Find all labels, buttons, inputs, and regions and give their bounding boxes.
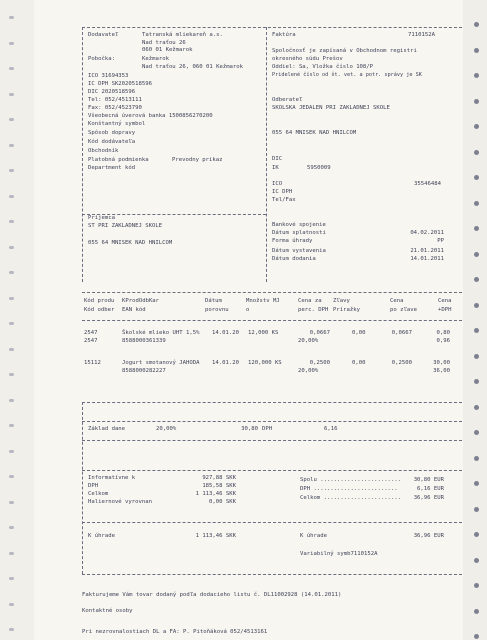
payment-term-label: Platobná podmienka (88, 157, 149, 163)
frame-mid (266, 27, 267, 282)
transport-mode: Spôsob dopravy (88, 130, 136, 136)
feed-hole-right (474, 277, 479, 282)
frame-left-top (82, 27, 83, 282)
feed-hole-right (474, 481, 479, 486)
table-header-cell: Príražky (333, 307, 360, 313)
item-code: 2547 (84, 330, 98, 336)
feed-hole-left (9, 373, 14, 376)
footer-contacts: Kontaktné osoby (82, 608, 133, 614)
feed-hole-right (474, 430, 479, 435)
invoice-label: Faktúra (272, 32, 296, 38)
vat-eur-label: DPH ......................... (300, 486, 398, 492)
rounding-value: 0,00 SKK (209, 499, 236, 505)
table-header-cell: Dátum (205, 298, 222, 304)
payment-form-value: PP (437, 238, 444, 244)
table-header-cell: o (246, 307, 250, 313)
supplier-addr1: Nad traťou 26 (142, 40, 186, 46)
feed-hole-right (474, 379, 479, 384)
tax-base-label: Základ dane (88, 426, 126, 432)
table-header-cell: Kód odber (84, 307, 115, 313)
feed-hole-right (474, 456, 479, 461)
base-top-rule (82, 421, 462, 422)
branch-addr: Nad traťou 26, 060 01 Kežmarok (142, 64, 244, 70)
sum-label: Spolu ........................ (300, 477, 402, 483)
table-header-cell: perc. DPH (298, 307, 329, 313)
table-header-rule (82, 320, 462, 321)
total-eur-value: 36,96 EUR (413, 495, 444, 501)
vat-label: DPH (262, 426, 273, 432)
feed-hole-left (9, 450, 14, 453)
feed-hole-right (474, 328, 479, 333)
tractor-feed-left (0, 0, 34, 640)
due-date-label: Dátum splatnosti (272, 230, 326, 236)
customer-telfax-label: Tel/Fax (272, 197, 296, 203)
feed-hole-right (474, 583, 479, 588)
item-vat: 20,00% (298, 338, 319, 344)
table-header-cell: porovnu (205, 307, 229, 313)
rounding-label: Haliernové vyrovnan (88, 499, 152, 505)
feed-hole-left (9, 118, 14, 121)
item-name: Jogurt smotanový JAHODA (122, 360, 200, 366)
feed-hole-left (9, 246, 14, 249)
amount-due-label: K úhrade (88, 533, 115, 539)
feed-hole-left (9, 16, 14, 19)
recipient-name: ST PRI ZAKLADNEJ SKOLE (88, 223, 163, 229)
table-header-cell: Cena za (298, 298, 322, 304)
item-price: 0,2500 (309, 360, 330, 366)
feed-hole-left (9, 526, 14, 529)
customer-ik-label: IK (272, 165, 279, 171)
item-total2: 0,96 (436, 338, 450, 344)
feed-hole-left (9, 42, 14, 45)
issue-date-value: 21.01.2011 (410, 248, 444, 254)
registry-line-1: Spoločnosť je zapísaná v Obchodnom registri (272, 48, 417, 54)
customer-name: SKOLSKA JEDALEN PRI ZAKLADNEJ SKOLE (272, 105, 390, 111)
supplier-ico: ICO 31694353 (88, 73, 129, 79)
supplier-icdph: IC DPH SK2020518596 (88, 81, 152, 87)
feed-hole-left (9, 322, 14, 325)
table-header-cell: Cena (390, 298, 404, 304)
recipient-address: 055 64 MNISEK NAD HNILCOM (88, 240, 173, 246)
total-skk-value: 1 113,46 SKK (195, 491, 236, 497)
item-total: 30,00 (433, 360, 450, 366)
constant-symbol: Konštantný symbol (88, 121, 146, 127)
item-qty: 12,000 KS (248, 330, 279, 336)
item-disc: 0,00 (352, 360, 366, 366)
branch-label: Pobočka: (88, 56, 115, 62)
recipient-label: Príjemca (88, 215, 115, 221)
issue-date-label: Dátum vystavenia (272, 248, 326, 254)
footer-delivery-note: Fakturujeme Vám tovar dodaný podľa dodacieho listu č. DL11002928 (14.01.2011) (82, 592, 342, 598)
registry-line-2: okresného súdu Prešov (272, 56, 343, 62)
tractor-feed-right (463, 0, 487, 640)
footer-contact-person: Pri nezrovnalostiach DL a FA: P. Pitoňáková 052/4513161 (82, 629, 268, 635)
amount-due-skk: 1 113,46 SKK (195, 533, 236, 539)
due-date-value: 04.02.2011 (410, 230, 444, 236)
feed-hole-right (474, 150, 479, 155)
tax-base-rate: 20,00% (156, 426, 177, 432)
customer-address: 055 64 MNISEK NAD HNILCOM (272, 130, 357, 136)
feed-hole-right (474, 558, 479, 563)
item-after: 0,2500 (391, 360, 412, 366)
payment-term-value: Prevodny prikaz (172, 157, 223, 163)
feed-hole-right (474, 532, 479, 537)
feed-hole-left (9, 220, 14, 223)
feed-hole-right (474, 201, 479, 206)
tax-base-amount: 30,80 (241, 426, 258, 432)
sum-value: 30,80 EUR (413, 477, 444, 483)
table-header-cell: Množstv MJ (246, 298, 280, 304)
feed-hole-right (474, 405, 479, 410)
item-date: 14.01.20 (212, 360, 239, 366)
feed-hole-left (9, 169, 14, 172)
customer-dic-label: DIC (272, 156, 283, 162)
item-ean: 8588000361339 (122, 338, 166, 344)
supplier-dic: DIC 2020518596 (88, 89, 136, 95)
item-disc: 0,00 (352, 330, 366, 336)
amount-due-eur-label: K úhrade (300, 533, 327, 539)
supplier-tel: Tel: 052/4513111 (88, 97, 142, 103)
due-top-rule (82, 522, 462, 523)
feed-hole-left (9, 577, 14, 580)
vat-amount: 6,16 (324, 426, 338, 432)
feed-hole-left (9, 552, 14, 555)
table-header-cell: EAN kód (122, 307, 146, 313)
customer-label: Odberateľ (272, 97, 303, 103)
invoice-number: 7110152A (408, 32, 435, 38)
delivery-date-label: Dátum dodania (272, 256, 316, 262)
item-price: 0,0667 (309, 330, 330, 336)
supplier-addr2: 060 01 Kežmarok (142, 47, 193, 53)
table-header-cell: po zľave (390, 307, 417, 313)
item-total: 0,80 (436, 330, 450, 336)
department-code: Department kód (88, 165, 136, 171)
item-code2: 2547 (84, 338, 98, 344)
feed-hole-left (9, 195, 14, 198)
feed-hole-left (9, 501, 14, 504)
item-code: 15112 (84, 360, 101, 366)
feed-hole-right (474, 73, 479, 78)
bank-connection-label: Bankové spojenie (272, 222, 326, 228)
registry-line-4: Pridelené číslo od št. vet. a potr. správy je SK (272, 72, 422, 78)
item-qty: 120,000 KS (248, 360, 282, 366)
registry-line-3: Oddiel: Sa, Vložka číslo 108/P (272, 64, 374, 70)
info-value: 927,88 SKK (202, 475, 236, 481)
salesperson: Obchodník (88, 148, 119, 154)
item-after: 0,0667 (391, 330, 412, 336)
supplier-fax: Fax: 052/4523790 (88, 105, 142, 111)
feed-hole-left (9, 603, 14, 606)
item-vat: 20,00% (298, 368, 319, 374)
totals-top-rule (82, 470, 462, 471)
feed-hole-right (474, 99, 479, 104)
feed-hole-right (474, 634, 479, 639)
table-header-cell: Kód produ (84, 298, 115, 304)
customer-ico-value: 35546484 (414, 181, 441, 187)
feed-hole-left (9, 93, 14, 96)
feed-hole-right (474, 48, 479, 53)
feed-hole-right (474, 303, 479, 308)
feed-hole-left (9, 348, 14, 351)
customer-ik-value: 5950009 (307, 165, 331, 171)
feed-hole-left (9, 297, 14, 300)
table-top-rule (82, 292, 462, 293)
variable-symbol: Variabilný symb7110152A (300, 551, 378, 557)
branch-name: Kežmarok (142, 56, 169, 62)
vat-skk-label: DPH (88, 483, 99, 489)
info-label: Informatívne k (88, 475, 136, 481)
feed-hole-right (474, 22, 479, 27)
delivery-date-value: 14.01.2011 (410, 256, 444, 262)
item-ean: 8588000282227 (122, 368, 166, 374)
feed-hole-right (474, 226, 479, 231)
amount-due-eur: 36,96 EUR (413, 533, 444, 539)
feed-hole-left (9, 67, 14, 70)
feed-hole-left (9, 475, 14, 478)
supplier-bank: Všeobecná úverová banka 1500856270200 (88, 113, 213, 119)
feed-hole-right (474, 507, 479, 512)
feed-hole-right (474, 252, 479, 257)
total-eur-label: Celkom ....................... (300, 495, 402, 501)
feed-hole-left (9, 628, 14, 631)
summary-bottom-rule (82, 574, 462, 575)
supplier-code: Kód dodávateľa (88, 139, 136, 145)
feed-hole-left (9, 424, 14, 427)
feed-hole-left (9, 399, 14, 402)
feed-hole-right (474, 124, 479, 129)
feed-hole-right (474, 354, 479, 359)
summary-left-rule (82, 402, 83, 574)
total-skk-label: Celkom (88, 491, 109, 497)
customer-icdph-label: IC DPH (272, 189, 293, 195)
feed-hole-left (9, 144, 14, 147)
summary-top-rule (82, 402, 462, 403)
supplier-label: Dodavateľ (88, 32, 119, 38)
table-header-cell: KProdOdbKar (122, 298, 160, 304)
table-header-cell: Cena (438, 298, 452, 304)
item-name: Školské mlieko UHT 1,5% (122, 330, 200, 336)
vat-skk-value: 185,58 SKK (202, 483, 236, 489)
frame-top (82, 27, 462, 28)
table-header-cell: Zľavy (333, 298, 350, 304)
table-header-cell: +DPH (438, 307, 452, 313)
feed-hole-right (474, 175, 479, 180)
base-bottom-rule (82, 440, 462, 441)
item-total2: 36,00 (433, 368, 450, 374)
feed-hole-left (9, 271, 14, 274)
item-date: 14.01.20 (212, 330, 239, 336)
feed-hole-right (474, 609, 479, 614)
supplier-name: Tatranská mliekareň a.s. (142, 32, 223, 38)
customer-ico-label: ICO (272, 181, 283, 187)
vat-eur-value: 6,16 EUR (417, 486, 444, 492)
payment-form-label: Forma úhrady (272, 238, 313, 244)
